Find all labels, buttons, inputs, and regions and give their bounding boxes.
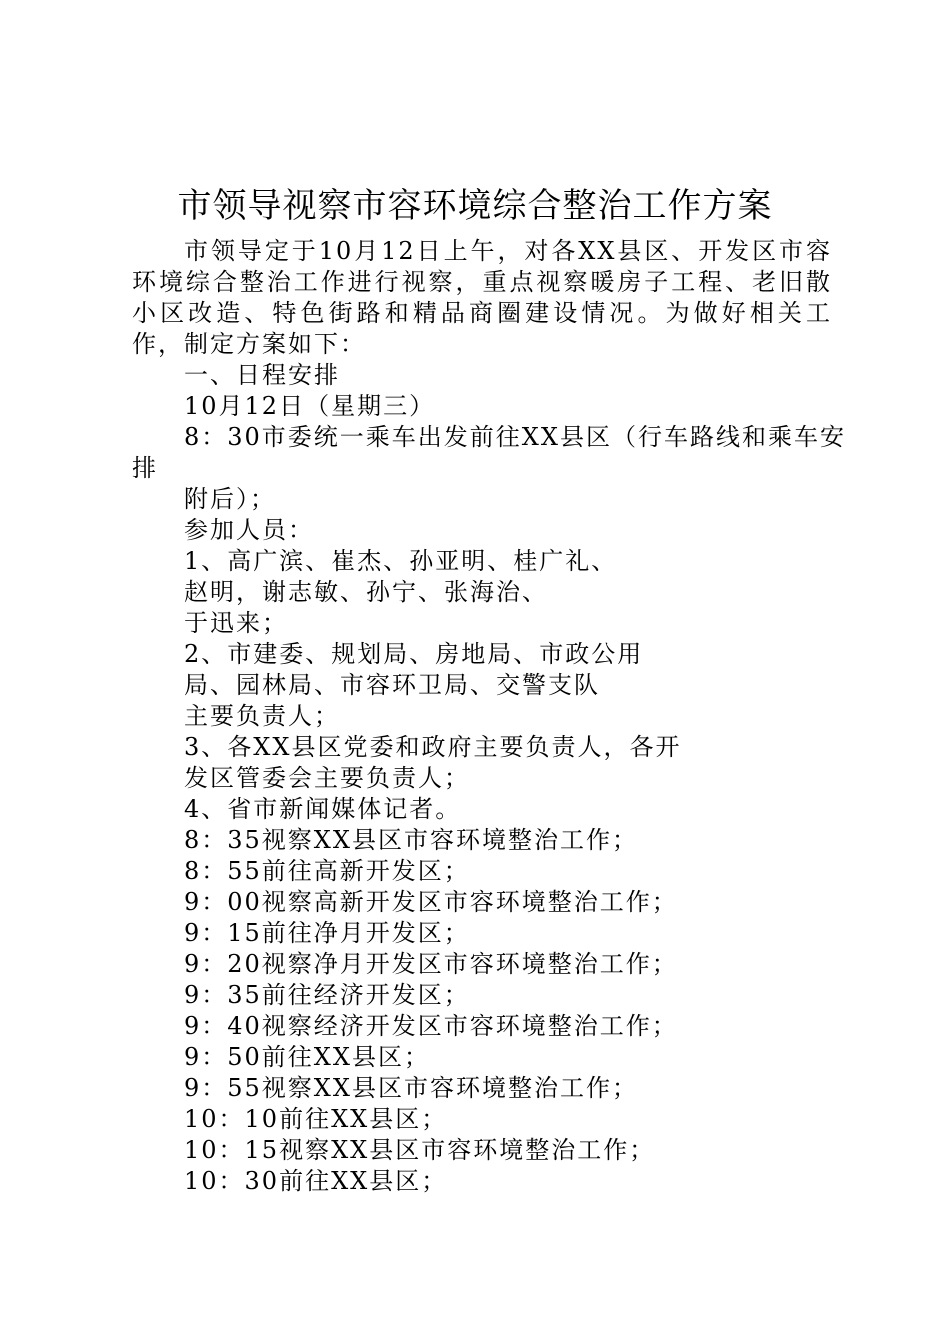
document-body — [132, 236, 846, 1197]
schedule-item: 9：55视察XX县区市容环境整治工作； — [184, 1074, 638, 1102]
schedule-item: 9：15前往净月开发区； — [184, 919, 470, 947]
participants-line: 局、园林局、市容环卫局、交警支队 — [184, 671, 600, 699]
schedule-item: 9：35前往经济开发区； — [184, 981, 470, 1009]
participants-line: 于迅来； — [184, 609, 288, 637]
schedule-line-wrap: 排 — [132, 454, 158, 482]
schedule-date: 10月12日（星期三） — [184, 392, 436, 420]
schedule-item: 9：40视察经济开发区市容环境整治工作； — [184, 1012, 678, 1040]
schedule-item: 8：55前往高新开发区； — [184, 857, 470, 885]
schedule-item: 10：10前往XX县区； — [184, 1105, 448, 1133]
schedule-item: 9：00视察高新开发区市容环境整治工作； — [184, 888, 678, 916]
schedule-item: 10：30前往XX县区； — [184, 1167, 448, 1195]
schedule-heading: 一、日程安排 — [184, 361, 340, 389]
participants-line: 发区管委会主要负责人； — [184, 764, 470, 792]
document-title: 市领导视察市容环境综合整治工作方案 — [177, 186, 773, 226]
participants-line: 赵明，谢志敏、孙宁、张海治、 — [184, 578, 548, 606]
schedule-item: 9：20视察净月开发区市容环境整治工作； — [184, 950, 678, 978]
participants-line: 4、省市新闻媒体记者。 — [184, 795, 462, 823]
schedule-item: 10：15视察XX县区市容环境整治工作； — [184, 1136, 656, 1164]
participants-line: 1、高广滨、崔杰、孙亚明、桂广礼、 — [184, 547, 618, 575]
participants-line: 2、市建委、规划局、房地局、市政公用 — [184, 640, 644, 668]
schedule-line: 8：30市委统一乘车出发前往XX县区（行车路线和乘车安 — [184, 423, 846, 451]
participants-label: 参加人员： — [184, 516, 314, 544]
participants-line: 3、各XX县区党委和政府主要负责人，各开 — [184, 733, 682, 761]
schedule-item: 8：35视察XX县区市容环境整治工作； — [184, 826, 638, 854]
schedule-line: 附后）； — [184, 485, 276, 513]
schedule-item: 9：50前往XX县区； — [184, 1043, 430, 1071]
intro-paragraph: 市领导定于10月12日上午，对各XX县区、开发区市容环境综合整治工作进行视察，重点视察暖房子工程、老旧散小区改造、特色街路和精品商圈建设情况。为做好相关工作，制定方案如下： — [132, 237, 832, 358]
participants-line: 主要负责人； — [184, 702, 340, 730]
